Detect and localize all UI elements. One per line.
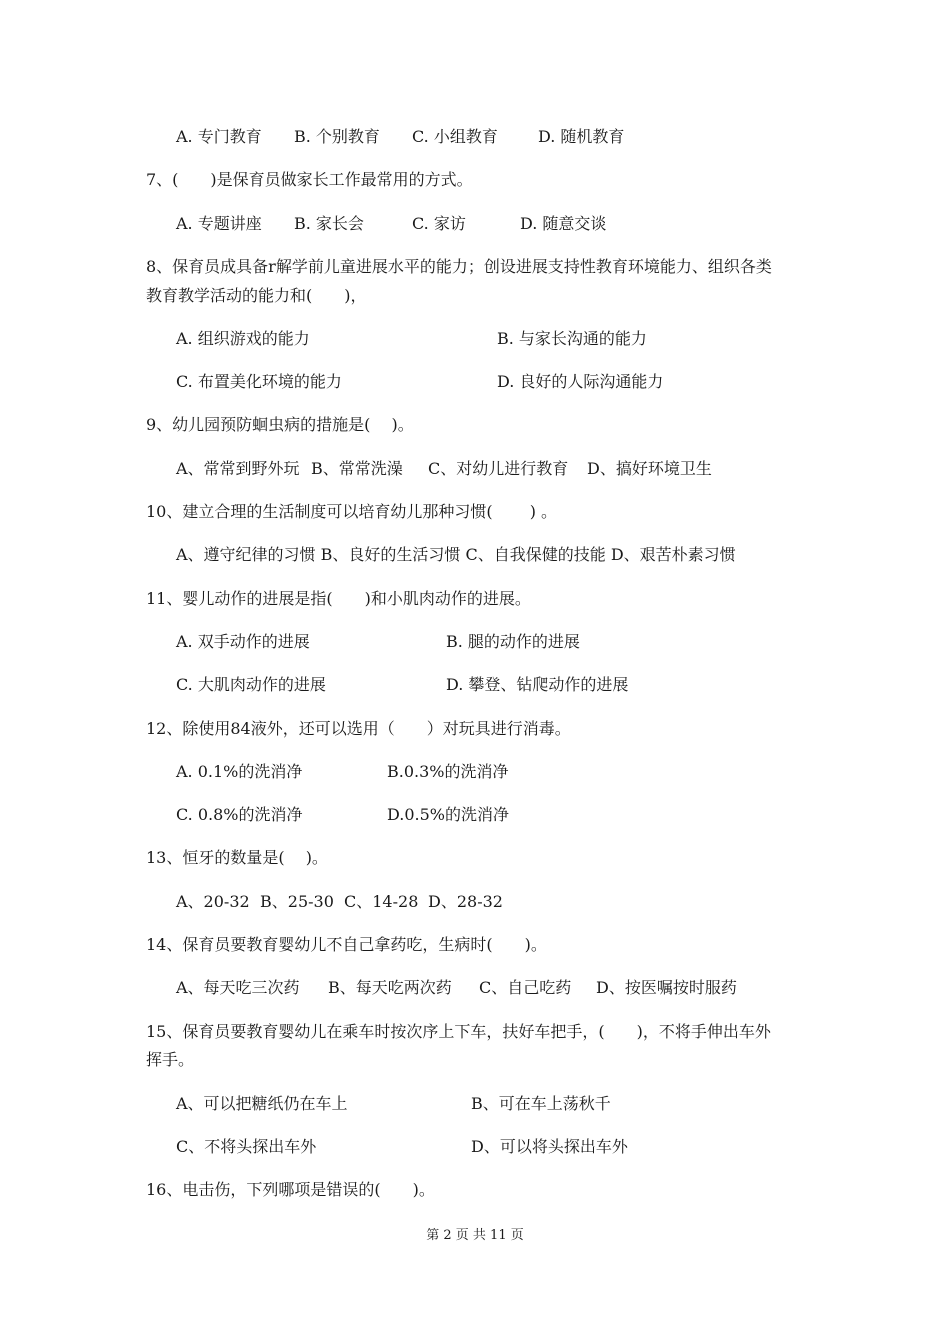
q13-option-c: C、14-28 [344, 892, 419, 911]
q8-stem-line-1: 8、保育员成具备r解学前儿童进展水平的能力；创设进展支持性教育环境能力、组织各类 [146, 257, 772, 276]
q13-option-a: A、20-32 [176, 892, 250, 911]
q12-stem: 12、除使用84液外，还可以选用（ ）对玩具进行消毒。 [146, 719, 571, 738]
q8-option-a: A. 组织游戏的能力 [176, 329, 310, 348]
q8-option-c: C. 布置美化环境的能力 [176, 372, 342, 391]
q6-option-b: B. 个别教育 [294, 127, 380, 146]
q11-stem: 11、婴儿动作的进展是指( )和小肌肉动作的进展。 [146, 589, 531, 608]
q14-option-d: D、按医嘱按时服药 [596, 978, 737, 997]
q9-option-c: C、对幼儿进行教育 [428, 459, 569, 478]
q11-option-c: C. 大肌肉动作的进展 [176, 675, 326, 694]
q7-option-b: B. 家长会 [294, 214, 364, 233]
q13-stem: 13、恒牙的数量是( )。 [146, 848, 328, 867]
q7-option-c: C. 家访 [412, 214, 466, 233]
q13-option-b: B、25-30 [260, 892, 334, 911]
q12-option-c: C. 0.8%的洗消净 [176, 805, 303, 824]
q12-option-d: D.0.5%的洗消净 [387, 805, 509, 824]
q12-option-a: A. 0.1%的洗消净 [176, 762, 303, 781]
q15-option-c: C、不将头探出车外 [176, 1137, 317, 1156]
q11-option-d: D. 攀登、钻爬动作的进展 [446, 675, 629, 694]
q15-stem-line-2: 挥手。 [146, 1050, 195, 1069]
q14-option-b: B、每天吃两次药 [328, 978, 452, 997]
q15-option-b: B、可在车上荡秋千 [471, 1094, 611, 1113]
q7-option-a: A. 专题讲座 [176, 214, 262, 233]
q13-option-d: D、28-32 [428, 892, 503, 911]
q6-option-d: D. 随机教育 [538, 127, 625, 146]
q11-option-a: A. 双手动作的进展 [176, 632, 310, 651]
q8-stem-line-2: 教育教学活动的能力和( )， [146, 286, 367, 305]
q12-option-b: B.0.3%的洗消净 [387, 762, 509, 781]
q8-option-d: D. 良好的人际沟通能力 [497, 372, 664, 391]
q11-option-b: B. 腿的动作的进展 [446, 632, 580, 651]
q14-option-a: A、每天吃三次药 [176, 978, 300, 997]
q15-option-a: A、可以把糖纸仍在车上 [176, 1094, 348, 1113]
q7-stem: 7、( )是保育员做家长工作最常用的方式。 [146, 170, 473, 189]
page-footer: 第 2 页 共 11 页 [426, 1228, 524, 1243]
q15-stem-line-1: 15、保育员要教育婴幼儿在乘车时按次序上下车，扶好车把手，( )，不将手伸出车外 [146, 1022, 771, 1041]
q14-stem: 14、保育员要教育婴幼儿不自己拿药吃，生病时( )。 [146, 935, 547, 954]
q6-option-c: C. 小组教育 [412, 127, 498, 146]
q9-stem: 9、幼儿园预防蛔虫病的措施是( )。 [146, 415, 414, 434]
q7-option-d: D. 随意交谈 [520, 214, 607, 233]
q6-option-a: A. 专门教育 [176, 127, 262, 146]
q9-option-d: D、搞好环境卫生 [587, 459, 712, 478]
q16-stem: 16、电击伤，下列哪项是错误的( )。 [146, 1180, 435, 1199]
q8-option-b: B. 与家长沟通的能力 [497, 329, 647, 348]
q10-stem: 10、建立合理的生活制度可以培育幼儿那种习惯( ) 。 [146, 502, 558, 521]
q14-option-c: C、自己吃药 [479, 978, 572, 997]
q10-options: A、遵守纪律的习惯 B、良好的生活习惯 C、自我保健的技能 D、艰苦朴素习惯 [176, 545, 736, 564]
q15-option-d: D、可以将头探出车外 [471, 1137, 628, 1156]
q9-option-a: A、常常到野外玩 [176, 459, 300, 478]
q9-option-b: B、常常洗澡 [311, 459, 403, 478]
